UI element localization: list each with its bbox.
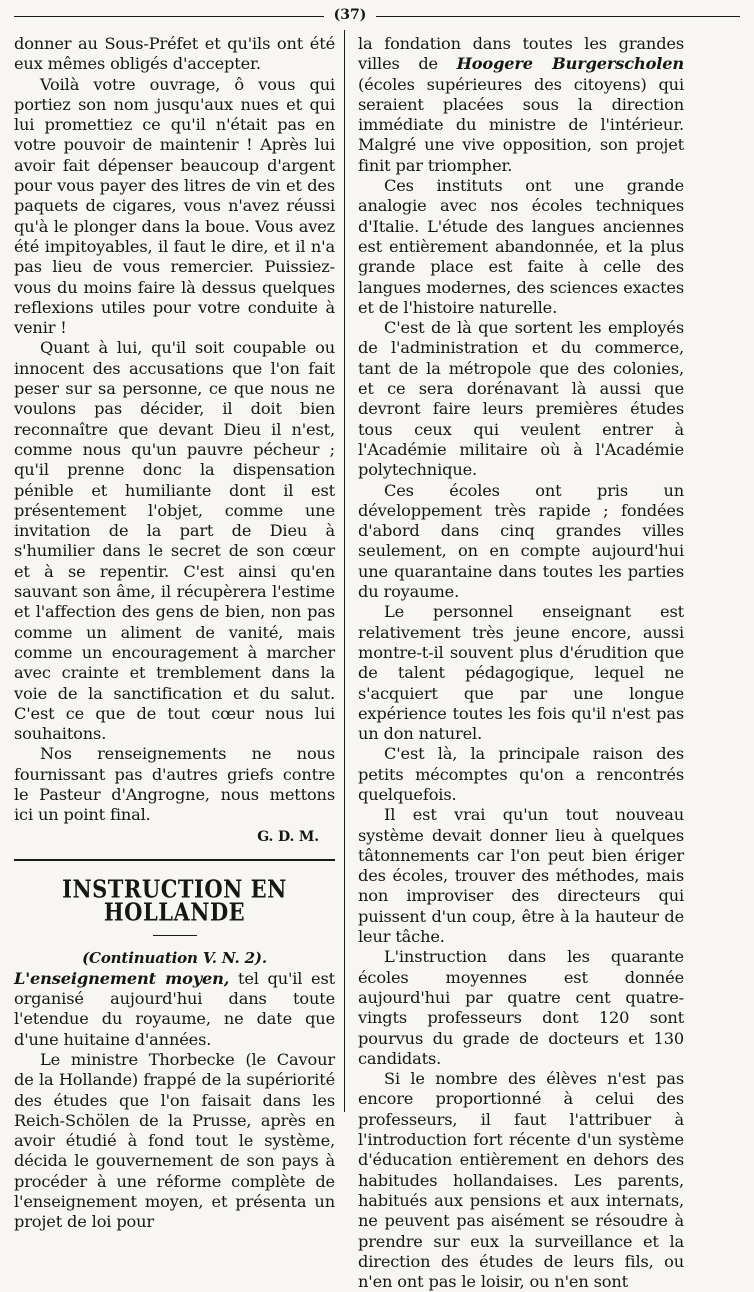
right-column: [358, 34, 684, 1292]
title-underline: [153, 935, 197, 936]
section-separator: [14, 859, 335, 861]
signature: G. D. M.: [257, 828, 319, 845]
paragraph: [14, 969, 335, 1050]
paragraph: Ces écoles ont pris un développement très rapide ; fondées d'abord dans cinq grandes villes seulement, on en compte aujourd'hui une quarantaine dans toutes les parties du royaume.: [358, 480, 684, 602]
paragraph: C'est là, la principale raison des petits mécomptes qu'on a rencontrés quelquefois.: [358, 744, 684, 804]
paragraph-text: la fondation dans toutes les grandes villes de: [358, 34, 684, 74]
paragraph: Si le nombre des élèves n'est pas encore proportionné à celui des professeurs, il faut l'attribuer à l'introduction fort récente d'un système d'éducation entièrement en dehors des habitudes hollandaises. Les parents, habitués aux pensions et aux internats, ne peuvent pas aisément se résoudre à prendre sur eux la surveillance et la direction des études de leurs fils, ou n'en ont pas le loisir, ou n'en sont: [358, 1069, 684, 1292]
paragraph: Le personnel enseignant est relativement très jeune encore, aussi montre-t-il souvent plus d'érudition que de talent pédagogique, lequel ne s'acquiert que par une longue expérience toutes les fois qu'il n'est pas un don naturel.: [358, 602, 684, 744]
paragraph-text: (écoles supérieures des citoyens) qui seraient placées sous la direction immédiate du ministre de l'intérieur. Malgré une vive opposition, son projet finit par triompher.: [358, 74, 684, 175]
paragraph: [358, 34, 684, 176]
paragraph: Ces instituts ont une grande analogie avec nos écoles techniques d'Italie. L'étude des langues anciennes est entièrement abandonnée, et la plus grande place est faite à celle des langues modernes, des sciences exactes et de l'histoire naturelle.: [358, 176, 684, 317]
continuation-note: (Continuation V. N. 2).: [82, 949, 267, 968]
paragraph: Il est vrai qu'un tout nouveau système devait donner lieu à quelques tâtonnements car l'on peut bien ériger des écoles, trouver des méthodes, mais non improviser des directeurs qui puissent d'un coup, être à la hauteur de leur tâche.: [358, 805, 684, 947]
section-title: INSTRUCTION EN HOLLANDE: [62, 874, 287, 927]
page-number: (37): [333, 7, 367, 23]
left-column: [14, 34, 335, 1233]
column-divider: [344, 30, 345, 1112]
emphasis-term: Hoogere Burgerscholen: [456, 54, 685, 74]
paragraph-text: tel qu'il est organisé aujourd'hui dans toute l'etendue du royaume, ne date que d'une huitaine d'années.: [14, 968, 335, 1049]
header-rule-right: [376, 16, 740, 17]
paragraph: L'instruction dans les quarante écoles moyennes est donnée aujourd'hui par quatre cent quatre-vingts professeurs dont 120 sont pourvus du grade de docteurs et 130 candidats.: [358, 947, 684, 1068]
paragraph: donner au Sous-Préfet et qu'ils ont été eux mêmes obligés d'accepter.: [14, 34, 335, 74]
header-rule-left: [14, 16, 324, 17]
emphasis-lead: L'enseignement moyen,: [14, 968, 230, 988]
paragraph: Nos renseignements ne nous fournissant pas d'autres griefs contre le Pasteur d'Angrogne, nous mettons ici un point final.: [14, 744, 335, 825]
paragraph: C'est de là que sortent les employés de l'administration et du commerce, tant de la métropole que des colonies, et ce sera dorénavant là aussi que devront faire leurs premières études tous ceux qui veulent entrer à l'Académie militaire où à l'Académie polytechnique.: [358, 318, 684, 480]
paragraph: Quant à lui, qu'il soit coupable ou innocent des accusations que l'on fait peser sur sa personne, ce que nous ne voulons pas décider, il doit bien reconnaître que devant Dieu il n'est, comme nous qu'un pauvre pécheur ; qu'il prenne donc la dispensation pénible et humiliante dont il est présentement l'objet, comme une invitation de la part de Dieu à s'humilier dans le secret de son cœur et à se repentir. C'est ainsi qu'en sauvant son âme, il récupèrera l'estime et l'affection des gens de bien, non pas comme un aliment de vanité, mais comme un encouragement à marcher avec crainte et tremblement dans la voie de la sanctification et du salut. C'est ce que de tout cœur nous lui souhaitons.: [14, 338, 335, 744]
paragraph: Voilà votre ouvrage, ô vous qui portiez son nom jusqu'aux nues et qui lui promettiez ce qu'il n'était pas en votre pouvoir de maintenir ! Après lui avoir fait dépenser beaucoup d'argent pour vous payer des litres de vin et des paquets de cigares, vous n'avez réussi qu'à le plonger dans la boue. Vous avez été impitoyables, il faut le dire, et il n'a pas lieu de vous remercier. Puissiez-vous du moins faire là dessus quelques reflexions utiles pour votre conduite à venir !: [14, 74, 335, 338]
paragraph: Le ministre Thorbecke (le Cavour de la Hollande) frappé de la supériorité des études que l'on faisait dans les Reich-Schölen de la Prusse, après en avoir étudié à fond tout le système, décida le gouvernement de son pays à procéder à une réforme complète de l'enseignement moyen, et présenta un projet de loi pour: [14, 1049, 335, 1232]
page-header: [14, 6, 740, 26]
